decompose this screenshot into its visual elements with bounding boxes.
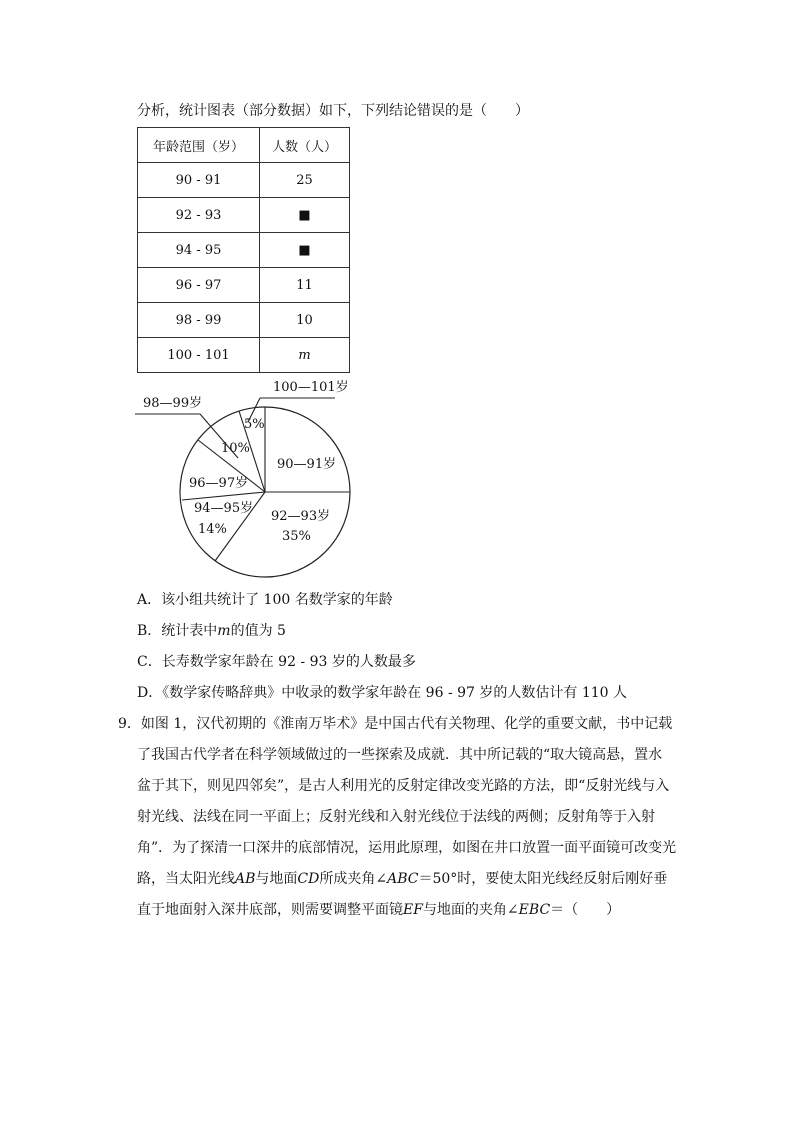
- cell-range: 100 - 101: [138, 338, 260, 373]
- table-row: [138, 268, 350, 303]
- pie-chart: [120, 370, 380, 585]
- cell-range: 92 - 93: [138, 198, 260, 233]
- header-age-range: 年龄范围（岁）: [138, 128, 260, 163]
- table-row: [138, 163, 350, 198]
- option-b: [137, 621, 286, 641]
- question-9-line-3: 盆于其下，则见四邻矣”，是古人利用光的反射定律改变光路的方法，即“反射光线与入: [137, 778, 670, 794]
- label-90-91: 90—91岁: [277, 457, 337, 472]
- header-count: 人数（人）: [260, 128, 350, 163]
- label-96-97: 96—97岁: [189, 476, 249, 491]
- cell-count-hidden: ■: [260, 198, 350, 233]
- label-94-95: 94—95岁: [194, 501, 254, 516]
- table-row: [138, 303, 350, 338]
- cell-range: 98 - 99: [138, 303, 260, 338]
- question-9-line-2: 了我国古代学者在科学领域做过的一些探索及成就．其中所记载的“取大镜高悬，置水: [137, 747, 663, 763]
- q9-var-cd: CD: [297, 871, 320, 887]
- q9-l7-a: 直于地面射入深井底部，则需要调整平面镜: [137, 902, 403, 918]
- label-5pct: 5%: [244, 417, 265, 432]
- q9-var-ef: EF: [403, 902, 423, 918]
- label-100-101: 100—101岁: [273, 380, 349, 395]
- cell-count-hidden: ■: [260, 233, 350, 268]
- option-b-pre: B．统计表中: [137, 623, 218, 639]
- table-row: [138, 198, 350, 233]
- q9-l7-b: 与地面的夹角∠: [422, 902, 519, 918]
- table-row: [138, 233, 350, 268]
- question-9-line-4: 射光线、法线在同一平面上；反射光线和入射光线位于法线的两侧；反射角等于入射: [137, 809, 655, 825]
- stats-table: [137, 127, 350, 373]
- option-b-post: 的值为 5: [230, 623, 286, 639]
- question-9-line-1: 9．如图 1，汉代初期的《淮南万毕术》是中国古代有关物理、化学的重要文献，书中记载: [118, 716, 673, 732]
- q9-l6-a: 路，当太阳光线: [137, 871, 235, 887]
- q9-var-ebc: EBC: [518, 902, 551, 918]
- cell-count: 25: [260, 163, 350, 198]
- q9-var-abc: ABC: [387, 871, 419, 887]
- intro-text: 分析，统计图表（部分数据）如下，下列结论错误的是（ ）: [137, 103, 529, 119]
- table-header-row: [138, 128, 350, 163]
- option-a: A．该小组共统计了 100 名数学家的年龄: [137, 592, 393, 608]
- question-9-line-6: [137, 869, 667, 889]
- q9-l6-c: 所成夹角∠: [319, 871, 388, 887]
- pie-divider: [182, 492, 265, 500]
- option-d: D．《数学家传略辞典》中收录的数学家年龄在 96 - 97 岁的人数估计有 110 人: [137, 685, 628, 701]
- q9-l7-c: ＝（ ）: [550, 902, 621, 918]
- cell-range: 90 - 91: [138, 163, 260, 198]
- q9-var-ab: AB: [235, 871, 256, 887]
- cell-count-m: m: [260, 338, 350, 373]
- option-c: C．长寿数学家年龄在 92 - 93 岁的人数最多: [137, 654, 416, 670]
- q9-l6-d: ＝50°时，要使太阳光线经反射后刚好垂: [418, 871, 668, 887]
- label-98-99: 98—99岁: [143, 396, 203, 411]
- question-9-line-5: 角”．为了探清一口深井的底部情况，运用此原理，如图在井口放置一面平面镜可改变光: [137, 840, 677, 856]
- option-b-var: m: [217, 623, 231, 639]
- label-35pct: 35%: [282, 529, 311, 544]
- label-92-93: 92—93岁: [271, 509, 331, 524]
- label-14pct: 14%: [198, 522, 227, 537]
- table-row: [138, 338, 350, 373]
- cell-count: 11: [260, 268, 350, 303]
- cell-range: 96 - 97: [138, 268, 260, 303]
- q9-l6-b: 与地面: [255, 871, 298, 887]
- cell-range: 94 - 95: [138, 233, 260, 268]
- label-10pct: 10%: [221, 441, 250, 456]
- cell-count: 10: [260, 303, 350, 338]
- question-9-line-7: [137, 900, 620, 920]
